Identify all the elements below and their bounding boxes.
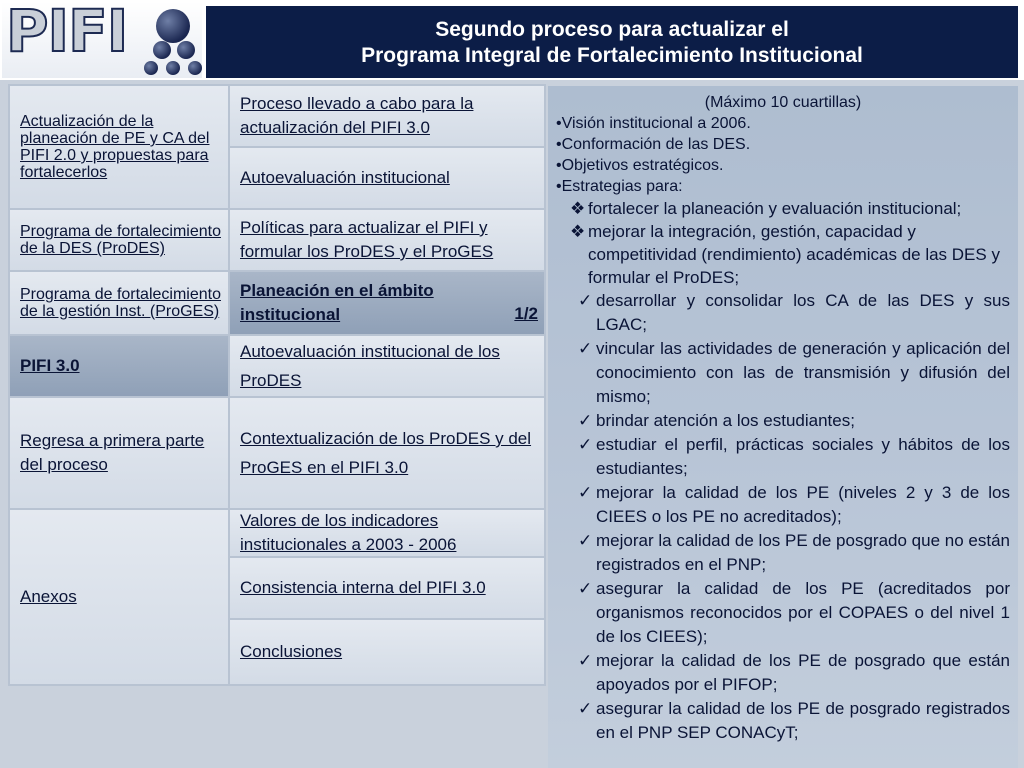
content-heading: (Máximo 10 cuartillas) (704, 94, 862, 111)
check-item-text: vincular las actividades de generación y aplicación del conocimiento con las de transmisión y difusión del mismo; (596, 339, 1010, 406)
header (0, 0, 1024, 80)
check-icon: ✓ (578, 531, 593, 550)
check-item (578, 409, 1010, 433)
check-item-text: mejorar la calidad de los PE de posgrado que están apoyados por el PIFOP; (596, 651, 1010, 694)
check-item (578, 649, 1010, 697)
nav-item-anexos[interactable] (10, 510, 228, 684)
bullet-item: •Estrategias para: (556, 178, 683, 195)
nav-item-proges[interactable] (10, 272, 228, 334)
nav-item-label: Programa de fortalecimiento de la DES (ProDES) (20, 223, 221, 257)
nav-item-label: Actualización de la planeación de PE y CA del PIFI 2.0 y propuestas para fortalecerlos (20, 113, 210, 181)
check-item-text: asegurar la calidad de los PE (acreditados por organismos reconocidos por el COPAES o del nivel 1 de los CIEES); (596, 579, 1010, 646)
nav-item-label: PIFI 3.0 (20, 356, 80, 375)
link-contextualizacion[interactable] (230, 398, 544, 508)
check-icon: ✓ (578, 579, 593, 598)
check-item-text: estudiar el perfil, prácticas sociales y hábitos de los estudiantes; (596, 435, 1010, 478)
nav-item-actualizacion-planeacion[interactable] (10, 86, 228, 208)
link-label: Contextualización de los ProDES y del ProGES en el PIFI 3.0 (240, 429, 532, 477)
link-planeacion-ambito-institucional[interactable] (230, 272, 544, 334)
check-item (578, 433, 1010, 481)
check-item (578, 289, 1010, 337)
link-label: Consistencia interna del PIFI 3.0 (240, 578, 486, 597)
check-item-text: mejorar la calidad de los PE de posgrado que no están registrados en el PNP; (596, 531, 1010, 574)
logo-text: PIFI (6, 0, 128, 65)
nav-item-pifi-3[interactable] (10, 336, 228, 396)
bullet-item: •Conformación de las DES. (556, 136, 751, 153)
title-line-2: Programa Integral de Fortalecimiento Institucional (361, 44, 863, 67)
navigation-table (8, 84, 546, 686)
link-proceso-llevado[interactable] (230, 86, 544, 146)
link-autoevaluacion-prodes[interactable] (230, 336, 544, 396)
check-item (578, 481, 1010, 529)
nav-item-regresa-primera-parte[interactable] (10, 398, 228, 508)
diamond-item-text: mejorar la integración, gestión, capacidad y competitividad (rendimiento) académicas de las DES y formular el ProDES; (588, 222, 1000, 287)
page-title (206, 6, 1018, 78)
check-item (578, 577, 1010, 649)
check-item-text: mejorar la calidad de los PE (niveles 2 y 3 de los CIEES o los PE no acreditados); (596, 483, 1010, 526)
link-conclusiones[interactable] (230, 620, 544, 684)
link-autoevaluacion-institucional[interactable] (230, 148, 544, 208)
check-item (578, 337, 1010, 409)
link-valores-indicadores[interactable] (230, 510, 544, 556)
link-politicas[interactable] (230, 210, 544, 270)
link-label: Autoevaluación institucional (240, 168, 450, 187)
logo-dots-icon (135, 8, 205, 78)
check-icon: ✓ (578, 699, 593, 718)
diamond-item (570, 197, 1010, 220)
nav-item-label: Anexos (20, 587, 77, 606)
logo (2, 2, 202, 78)
check-item (578, 697, 1010, 745)
nav-item-label: Regresa a primera parte del proceso (20, 431, 205, 474)
diamond-bullet-icon: ❖ (570, 199, 586, 218)
content-panel (548, 86, 1018, 768)
nav-item-label: Programa de fortalecimiento de la gestión Inst. (ProGES) (20, 286, 221, 320)
link-label: Políticas para actualizar el PIFI y formular los ProDES y el ProGES (240, 218, 494, 261)
check-item-text: asegurar la calidad de los PE de posgrado registrados en el PNP SEP CONACyT; (596, 699, 1010, 742)
check-item-text: desarrollar y consolidar los CA de las DES y sus LGAC; (596, 291, 1010, 334)
bullet-item: •Objetivos estratégicos. (556, 157, 724, 174)
link-label: Proceso llevado a cabo para la actualización del PIFI 3.0 (240, 94, 474, 137)
title-line-1: Segundo proceso para actualizar el (435, 18, 789, 41)
check-icon: ✓ (578, 435, 593, 454)
check-icon: ✓ (578, 339, 593, 358)
link-label: Planeación en el ámbito institucional (240, 281, 434, 324)
check-icon: ✓ (578, 291, 593, 310)
link-label: Autoevaluación institucional de los ProDES (240, 342, 500, 390)
link-consistencia-interna[interactable] (230, 558, 544, 618)
page-indicator: 1/2 (514, 304, 538, 323)
link-label: Valores de los indicadores institucionales a 2003 - 2006 (240, 511, 457, 554)
bullet-item: •Visión institucional a 2006. (556, 115, 751, 132)
check-icon: ✓ (578, 411, 593, 430)
check-icon: ✓ (578, 483, 593, 502)
diamond-bullet-icon: ❖ (570, 222, 586, 241)
check-item-text: brindar atención a los estudiantes; (596, 411, 855, 430)
link-label: Conclusiones (240, 642, 343, 661)
diamond-item-text: fortalecer la planeación y evaluación institucional; (588, 199, 962, 218)
check-item (578, 529, 1010, 577)
diamond-item (570, 220, 1010, 289)
check-icon: ✓ (578, 651, 593, 670)
nav-item-prodes[interactable] (10, 210, 228, 270)
